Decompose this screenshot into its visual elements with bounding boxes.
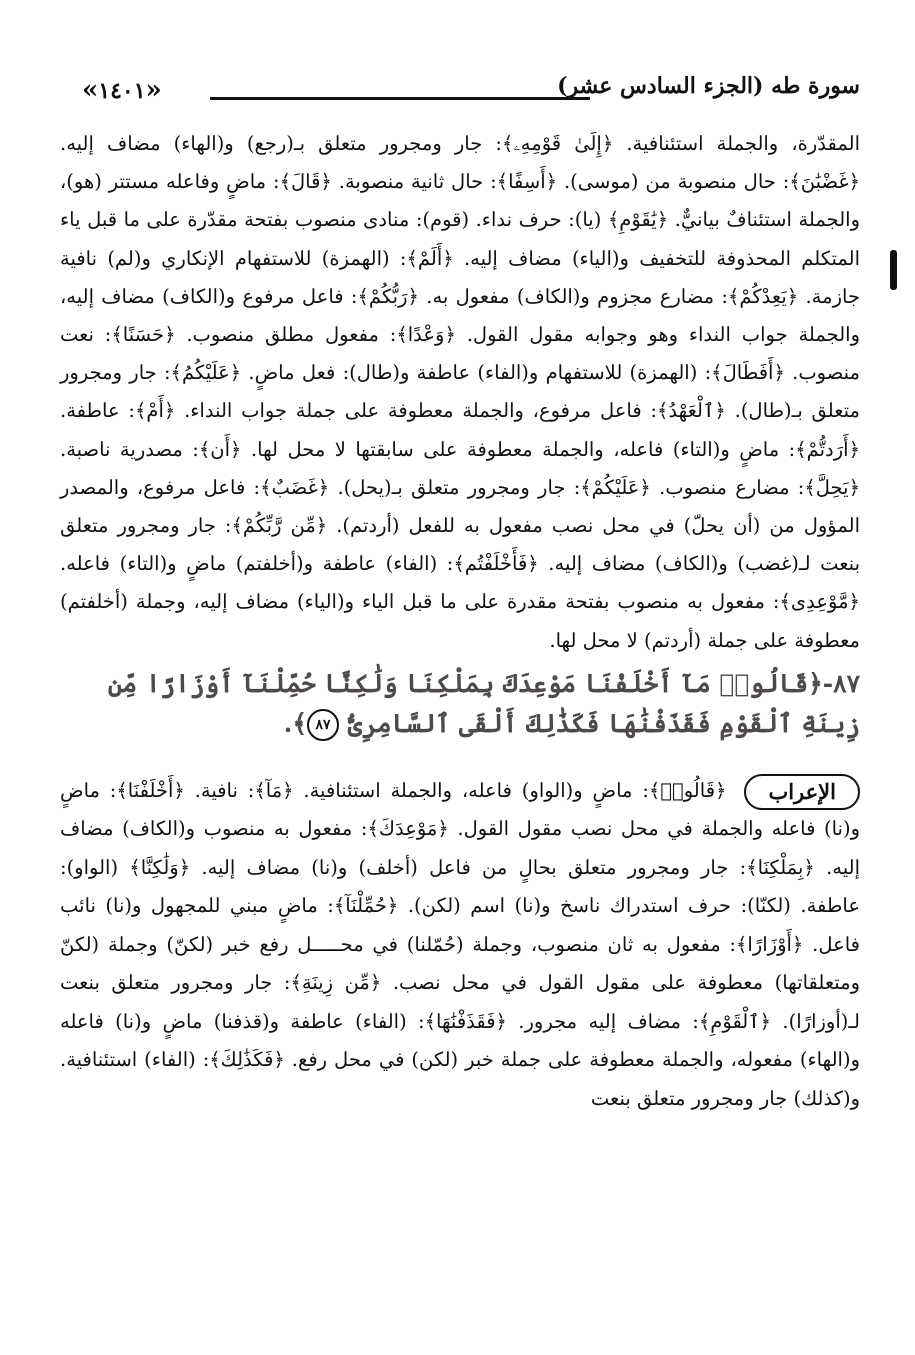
page-number <box>82 75 162 105</box>
irab-section <box>60 772 860 1119</box>
verse-number: ٨٧- <box>822 668 860 698</box>
verse-text: ﴿قَالُوا۟ مَآ أَخْلَفْنَا مَوْعِدَكَ بِمَلْكِنَا وَلَٰكِنَّا حُمِّلْنَآ أَوْزَارًا مِّن زِينَةِ ٱلْقَوْمِ فَقَذَفْنَٰهَا فَكَذَٰلِكَ أَلْقَى ٱلسَّامِرِىُّ <box>107 668 860 738</box>
verse-closing: ﴾. <box>283 708 307 738</box>
page-number-bracket-left: « <box>82 75 99 105</box>
book-page <box>60 55 860 1335</box>
margin-mark <box>890 250 897 290</box>
commentary-body <box>60 125 860 660</box>
page-number-bracket-right: » <box>145 75 162 105</box>
page-number-value: ١٤٠١ <box>98 78 146 104</box>
page-header <box>60 55 860 115</box>
verse-end-marker: ٨٧ <box>307 709 339 741</box>
running-title: سورة طه (الجزء السادس عشر) <box>557 73 860 99</box>
quran-verse <box>60 664 860 744</box>
header-rule <box>210 97 590 100</box>
commentary-paragraph: المقدّرة، والجملة استئنافية. ﴿إِلَىٰ قَوْمِهِۦ﴾: جار ومجرور متعلق بـ(رجع) و(الهاء) مضاف إليه. ﴿غَضْبَٰنَ﴾: حال منصوبة من (موسى). ﴿أَسِفًا﴾: حال ثانية منصوبة. ﴿قَالَ﴾: ماضٍ وفاعله مستتر (هو)، والجملة استئنافٌ بيانيٌّ. ﴿يَٰقَوْمِ﴾ (يا): حرف نداء. (قوم): منادى منصوب بفتحة مقدّرة على ما قبل ياء المتكلم المحذوفة للتخفيف و(الياء) مضاف إليه. ﴿أَلَمْ﴾: (الهمزة) للاستفهام الإنكاري و(لم) نافية جازمة. ﴿يَعِدْكُمْ﴾: مضارع مجزوم و(الكاف) مفعول به. ﴿رَبُّكُمْ﴾: فاعل مرفوع و(الكاف) مضاف إليه، والجملة جواب النداء وهو وجوابه مقول القول. ﴿وَعْدًا﴾: مفعول مطلق منصوب. ﴿حَسَنًا﴾: نعت منصوب. ﴿أَفَطَالَ﴾: (الهمزة) للاستفهام و(الفاء) عاطفة و(طال): فعل ماضٍ. ﴿عَلَيْكُمُ﴾: جار ومجرور متعلق بـ(طال). ﴿ٱلْعَهْدُ﴾: فاعل مرفوع، والجملة معطوفة على جملة جواب النداء. ﴿أَمْ﴾: عاطفة. ﴿أَرَدتُّمْ﴾: ماضٍ و(التاء) فاعله، والجملة معطوفة على سابقتها لا محل لها. ﴿أَن﴾: مصدرية ناصبة. ﴿يَحِلَّ﴾: مضارع منصوب. ﴿عَلَيْكُمْ﴾: جار ومجرور متعلق بـ(يحل). ﴿غَضَبٌ﴾: فاعل مرفوع، والمصدر المؤول من (أن يحلّ) في محل نصب مفعول به للفعل (أردتم). ﴿مِّن رَّبِّكُمْ﴾: جار ومجرور متعلق بنعت لـ(غضب) و(الكاف) مضاف إليه. ﴿فَأَخْلَفْتُم﴾: (الفاء) عاطفة و(أخلفتم) ماضٍ و(التاء) فاعله. ﴿مَّوْعِدِى﴾: مفعول به منصوب بفتحة مقدرة على ما قبل الياء و(الياء) مضاف إليه، وجملة (أخلفتم) معطوفة على جملة (أردتم) لا محل لها. <box>60 132 860 652</box>
irab-text: ﴿قَالُوا۟﴾: ماضٍ و(الواو) فاعله، والجملة استئنافية. ﴿مَآ﴾: نافية. ﴿أَخْلَفْنَا﴾: ماضٍ و(نا) فاعله والجملة في محل نصب مقول القول. ﴿مَوْعِدَكَ﴾: مفعول به منصوب و(الكاف) مضاف إليه. ﴿بِمَلْكِنَا﴾: جار ومجرور متعلق بحالٍ من فاعل (أخلف) و(نا) مضاف إليه. ﴿وَلَٰكِنَّا﴾ (الواو): عاطفة. (لكنّا): حرف استدراك ناسخ و(نا) اسم (لكن). ﴿حُمِّلْنَآ﴾: ماضٍ مبني للمجهول و(نا) نائب فاعل. ﴿أَوْزَارًا﴾: مفعول به ثان منصوب، وجملة (حُمّلنا) في محـــــل رفع خبر (لكنّ) وجملة (لكنّ ومتعلقاتها) معطوفة على مقول القول في محل نصب. ﴿مِّن زِينَةِ﴾: جار ومجرور متعلق بنعت لـ(أوزارًا). ﴿ٱلْقَوْمِ﴾: مضاف إليه مجرور. ﴿فَقَذَفْنَٰهَا﴾: (الفاء) عاطفة و(قذفنا) ماضٍ و(نا) فاعله و(الهاء) مفعوله، والجملة معطوفة على جملة خبر (لكن) في محل رفع. ﴿فَكَذَٰلِكَ﴾: (الفاء) استئنافية. و(كذلك) جار ومجرور متعلق بنعت <box>60 778 860 1110</box>
irab-title: الإعراب <box>744 774 860 810</box>
